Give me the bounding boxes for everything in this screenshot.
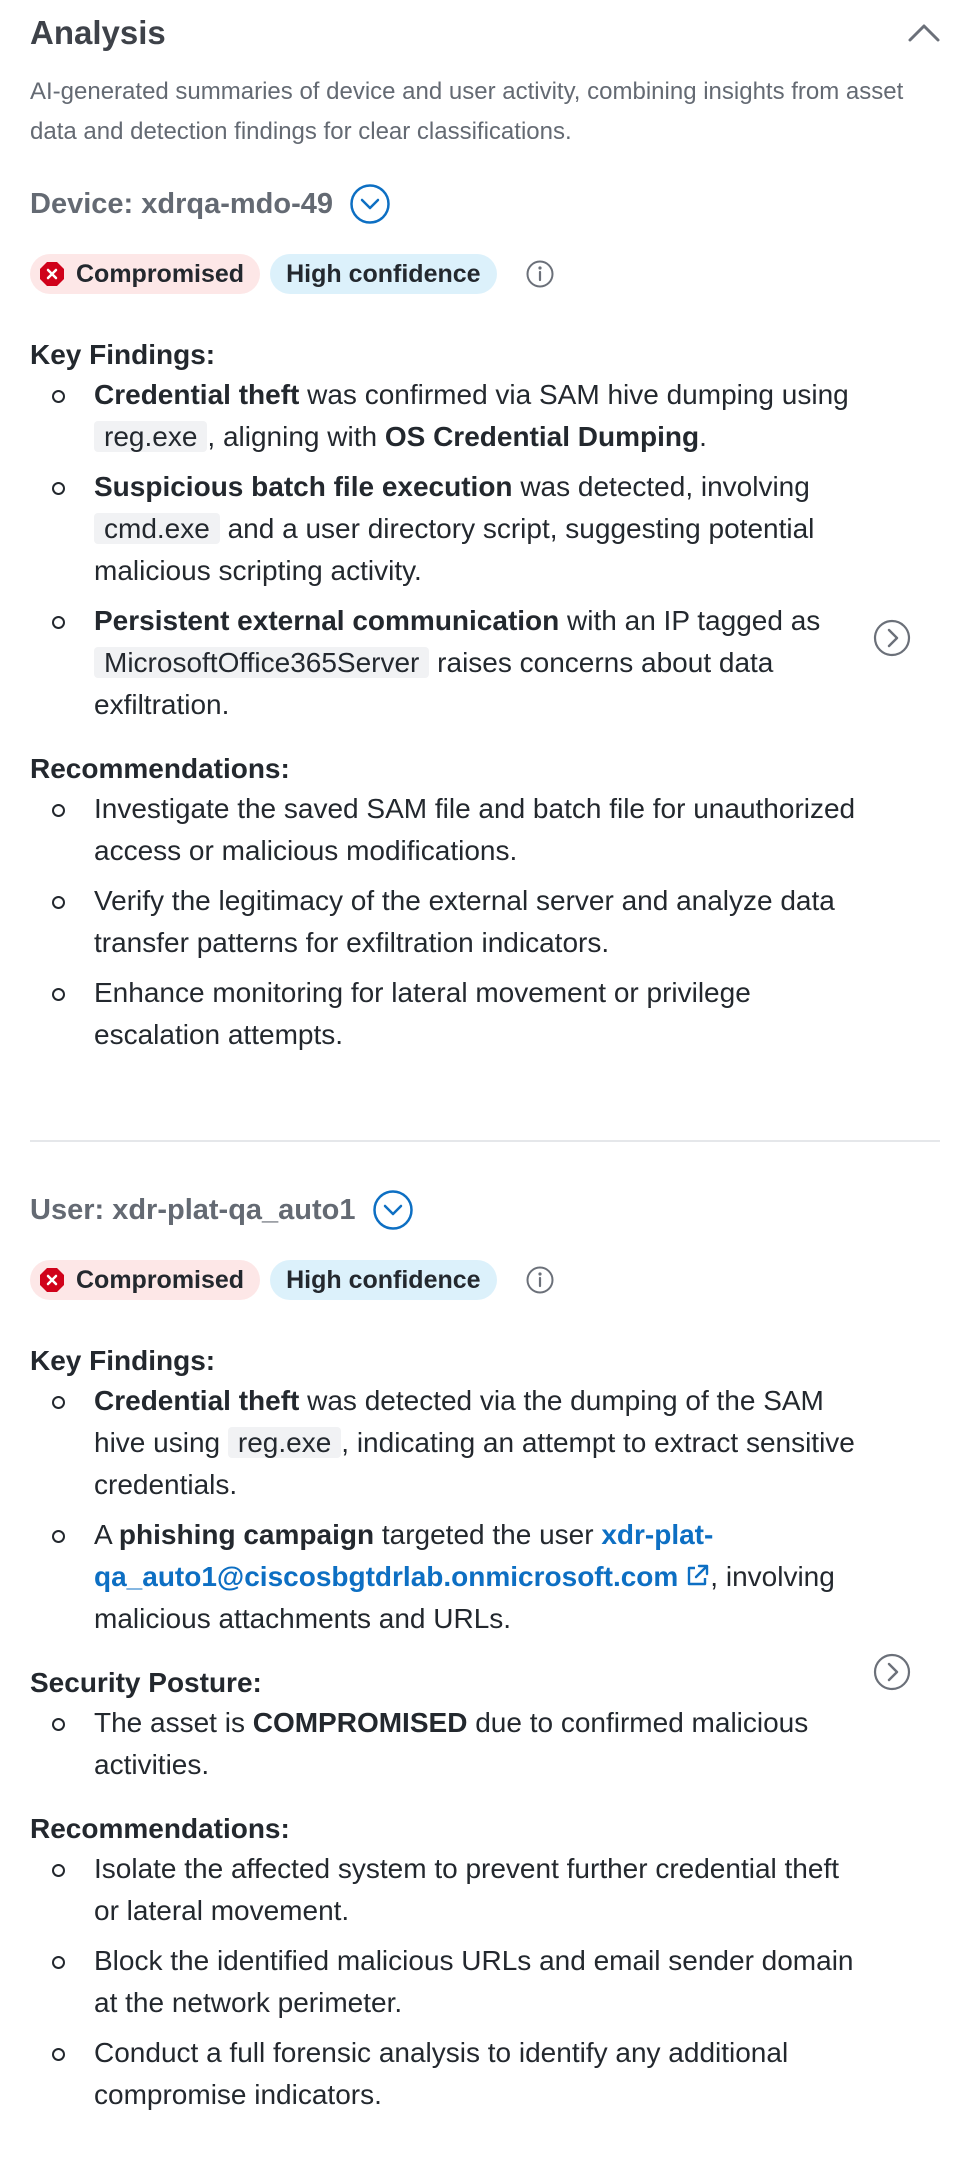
list-item: Enhance monitoring for lateral movement or privilege escalation attempts. [30, 972, 860, 1056]
section-divider [30, 1140, 940, 1142]
analysis-header [30, 0, 940, 70]
user-recommendations [30, 1810, 940, 2116]
status-badge [30, 254, 260, 294]
status-badge [30, 1260, 260, 1300]
info-icon[interactable] [525, 259, 555, 289]
list-item: Investigate the saved SAM file and batch file for unauthorized access or malicious modifications. [30, 788, 860, 872]
chevron-right-circle-icon[interactable] [872, 1652, 912, 1692]
list-item: Credential theft was confirmed via SAM hive dumping using reg.exe , aligning with OS Credential Dumping. [30, 374, 860, 458]
user-security-posture [30, 1664, 940, 1786]
x-octagon-icon [38, 1266, 66, 1294]
external-link-icon[interactable] [684, 1563, 710, 1589]
user-heading-row [30, 1188, 940, 1232]
chevron-up-icon[interactable] [904, 14, 944, 50]
user-email-link[interactable]: xdr-plat-qa_auto1@ciscosbgtdrlab.onmicrosoft.com [94, 1519, 714, 1592]
list-item: Block the identified malicious URLs and email sender domain at the network perimeter. [30, 1940, 860, 2024]
user-badges [30, 1258, 940, 1302]
analysis-title: Analysis [30, 14, 166, 51]
confidence-badge: High confidence [270, 254, 496, 294]
chevron-down-circle-icon[interactable] [372, 1189, 414, 1231]
recommendations-title: Recommendations: [30, 753, 290, 784]
security-posture-title: Security Posture: [30, 1667, 262, 1698]
x-octagon-icon [38, 260, 66, 288]
list-item: Conduct a full forensic analysis to identify any additional compromise indicators. [30, 2032, 860, 2116]
list-item: Isolate the affected system to prevent further credential theft or lateral movement. [30, 1848, 860, 1932]
device-recommendations-list [30, 788, 940, 1056]
user-section [30, 1188, 940, 2124]
device-recommendations [30, 750, 940, 1056]
user-posture-list [30, 1702, 940, 1786]
confidence-badge: High confidence [270, 1260, 496, 1300]
device-badges [30, 252, 940, 296]
device-key-findings [30, 336, 940, 726]
list-item: Verify the legitimacy of the external server and analyze data transfer patterns for exfiltration indicators. [30, 880, 860, 964]
device-section [30, 182, 940, 1064]
list-item: The asset is COMPROMISED due to confirmed malicious activities. [30, 1702, 860, 1786]
key-findings-title: Key Findings: [30, 339, 216, 370]
info-icon[interactable] [525, 1265, 555, 1295]
status-badge-label: Compromised [76, 1265, 245, 1294]
chevron-right-circle-icon[interactable] [872, 618, 912, 658]
key-findings-title: Key Findings: [30, 1345, 216, 1376]
list-item: Suspicious batch file execution was detected, involving cmd.exe and a user directory script, suggesting potential malicious scripting activity. [30, 466, 860, 592]
list-item: Credential theft was detected via the dumping of the SAM hive using reg.exe , indicating an attempt to extract sensitive credentials. [30, 1380, 860, 1506]
device-heading: Device: xdrqa-mdo-49 [30, 187, 333, 220]
analysis-description: AI-generated summaries of device and user activity, combining insights from asset data and detection findings for clear classifications. [30, 78, 904, 145]
chevron-down-circle-icon[interactable] [349, 183, 391, 225]
device-findings-list [30, 374, 940, 726]
user-heading: User: xdr-plat-qa_auto1 [30, 1193, 356, 1226]
user-findings-list [30, 1380, 940, 1640]
user-key-findings [30, 1342, 940, 1640]
user-recommendations-list [30, 1848, 940, 2116]
status-badge-label: Compromised [76, 259, 245, 288]
analysis-panel [30, 0, 940, 2110]
recommendations-title: Recommendations: [30, 1813, 290, 1844]
device-heading-row [30, 182, 940, 226]
list-item: A phishing campaign targeted the user xdr-plat-qa_auto1@ciscosbgtdrlab.onmicrosoft.com , involving malicious attachments and URLs. [30, 1514, 860, 1640]
list-item: Persistent external communication with an IP tagged as MicrosoftOffice365Server raises concerns about data exfiltration. [30, 600, 860, 726]
